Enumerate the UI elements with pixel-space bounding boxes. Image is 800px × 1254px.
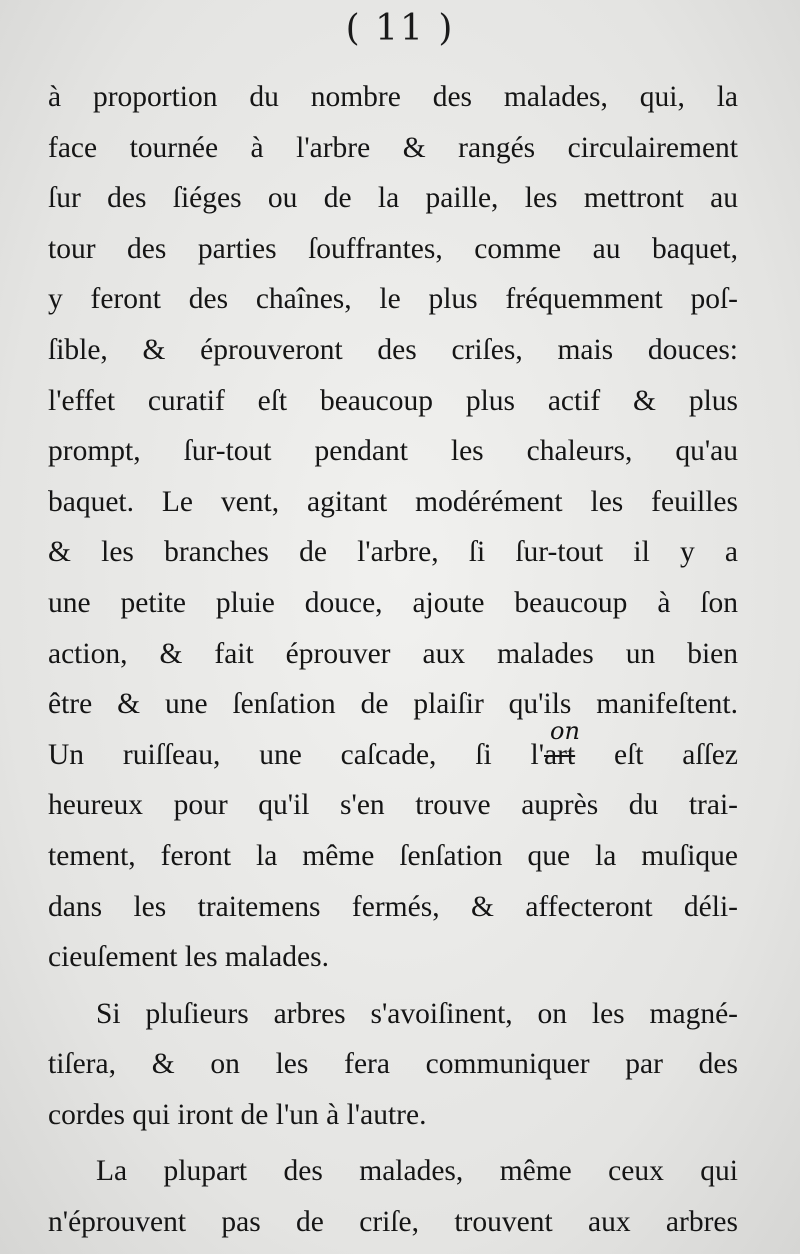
text-line: tour des parties ſouffrantes, comme au baquet, (48, 232, 738, 265)
text-line: tement, feront la même ſenſation que la muſique (48, 839, 738, 872)
text-line: & les branches de l'arbre, ſi ſur-tout il y a (48, 536, 738, 569)
paragraph-2 (48, 989, 738, 1141)
handwritten-insertion: on (550, 716, 580, 745)
text-line: une petite pluie douce, ajoute beaucoup à ſon (48, 586, 738, 619)
page-number: ( 11 ) (345, 8, 455, 49)
text-line: l'effet curatif eſt beaucoup plus actif & plus (48, 384, 738, 417)
text-line: face tournée à l'arbre & rangés circulairement (48, 131, 738, 164)
correction-after: eſt aſſez (575, 738, 738, 771)
body-text (48, 72, 738, 1248)
text-line: baquet. Le vent, agitant modérément les feuilles (48, 485, 738, 518)
text-line: action, & fait éprouver aux malades un bien (48, 637, 738, 670)
text-line: Si pluſieurs arbres s'avoiſinent, on les magné- (96, 997, 738, 1030)
text-line: y feront des chaînes, le plus fréquemment poſ- (48, 283, 738, 316)
text-line: La plupart des malades, même ceux qui (96, 1155, 738, 1188)
text-line: être & une ſenſation de plaiſir qu'ils manifeſtent. (48, 688, 738, 721)
text-line: cieuſement les malades. (48, 941, 329, 974)
text-line: n'éprouvent pas de criſe, trouvent aux arbres (48, 1206, 738, 1239)
correction-before: Un ruiſſeau, une caſcade, ſi l' (48, 738, 545, 771)
text-line: prompt, ſur-tout pendant les chaleurs, qu'au (48, 435, 738, 468)
text-line: à proportion du nombre des malades, qui, la (48, 81, 738, 113)
paragraph-1 (48, 72, 738, 983)
struck-word (544, 716, 580, 771)
struck-word-text: art (544, 738, 576, 771)
corrected-text-line (48, 716, 738, 781)
paragraph-3 (48, 1146, 738, 1247)
text-line: ſur des ſiéges ou de la paille, les mettront au (48, 182, 738, 215)
text-line: cordes qui iront de l'un à l'autre. (48, 1098, 427, 1131)
text-line: ſible, & éprouveront des criſes, mais douces: (48, 333, 738, 366)
text-line: tiſera, & on les fera communiquer par des (48, 1048, 738, 1081)
text-line: heureux pour qu'il s'en trouve auprès du trai- (48, 789, 738, 822)
text-line: dans les traitemens fermés, & affecteront déli- (48, 890, 738, 923)
